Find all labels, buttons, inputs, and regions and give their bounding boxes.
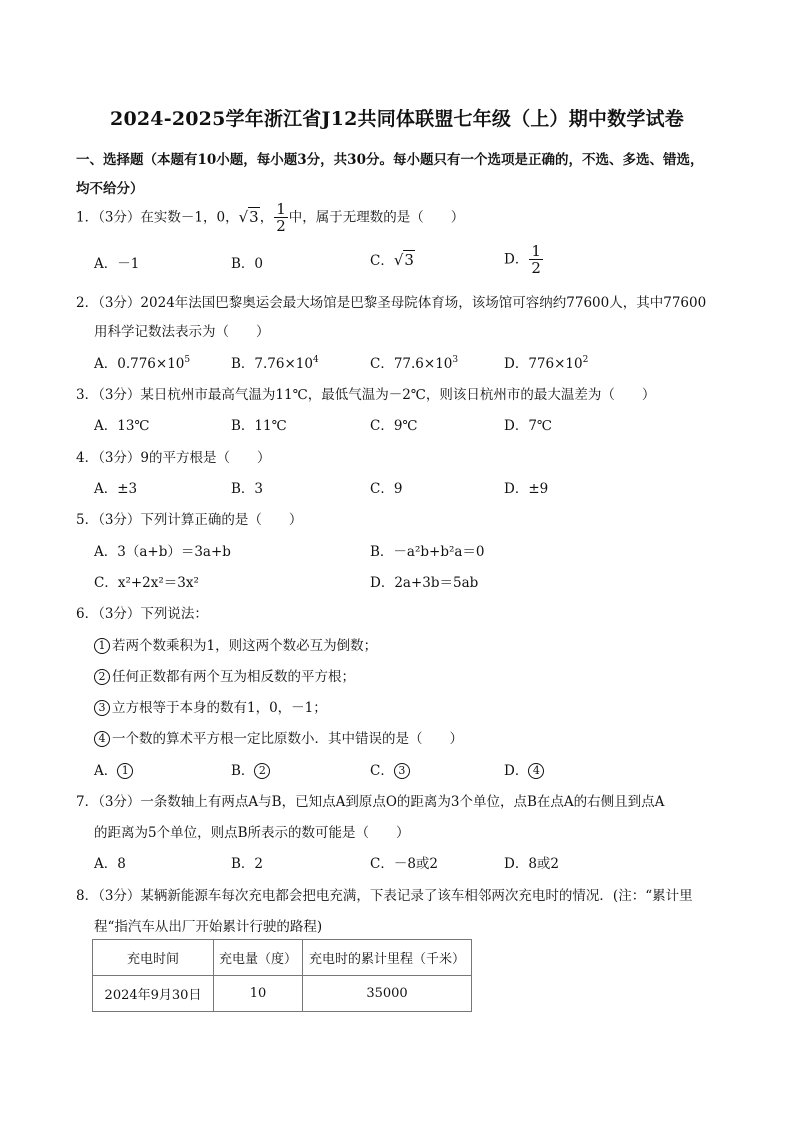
section-header-line1: 一、选择题（本题有10小题，每小题3分，共30分。每小题只有一个选项是正确的，不选、多选、错选， bbox=[76, 152, 704, 168]
q6-statement-2: 2 任何正数都有两个互为相反数的平方根； bbox=[94, 665, 355, 685]
fraction-one-half: $\frac{1}{2}$ bbox=[276, 200, 286, 235]
q3-option-a: A．13℃ bbox=[94, 418, 150, 434]
q1-option-a: A．－1 bbox=[94, 256, 140, 272]
question-7-line2: 的距离为5个单位，则点B所表示的数可能是（ ） bbox=[94, 825, 410, 841]
circled-number: 1 bbox=[94, 638, 110, 654]
question-5: 5．（3分）下列计算正确的是（ ） bbox=[76, 512, 303, 528]
table-cell: 10 bbox=[214, 976, 303, 1012]
q6-statement-1: 1 若两个数乘积为1，则这两个数必互为倒数； bbox=[94, 634, 377, 654]
q3-option-c: C．9℃ bbox=[370, 418, 418, 434]
q7-option-d: D．8或2 bbox=[504, 856, 560, 872]
q1-option-c: C．√3 bbox=[370, 251, 414, 269]
circled-number: 3 bbox=[94, 700, 110, 716]
table-header-cell: 充电时的累计里程（千米） bbox=[303, 940, 472, 976]
question-2-line2: 用科学记数法表示为（ ） bbox=[94, 324, 270, 340]
q4-option-c: C．9 bbox=[370, 481, 403, 497]
q4-option-b: B．3 bbox=[231, 481, 264, 497]
question-8-line1: 8．（3分）某辆新能源车每次充电都会把电充满，下表记录了该车相邻两次充电时的情况．(注：“累计里 bbox=[76, 888, 693, 904]
q5-option-a: A．3（a+b）＝3a+b bbox=[94, 544, 231, 560]
q5-option-b: B．－a²b+b²a＝0 bbox=[370, 544, 485, 560]
q5-option-d: D．2a+3b＝5ab bbox=[370, 575, 479, 591]
q1-sep: ， bbox=[259, 209, 274, 226]
q7-option-c: C．－8或2 bbox=[370, 856, 439, 872]
question-1 bbox=[76, 202, 464, 234]
q2-option-d: D．$776\times 10^2$ bbox=[504, 355, 589, 372]
question-3: 3．（3分）某日杭州市最高气温为11℃，最低气温为－2℃，则该日杭州市的最大温差为（ ） bbox=[76, 387, 656, 403]
table-header-cell: 充电时间 bbox=[93, 940, 214, 976]
question-8-line2: 程“指汽车从出厂开始累计行驶的路程) bbox=[94, 919, 323, 935]
q6-option-b: B． 2 bbox=[231, 759, 272, 779]
q2-option-c: C．$77.6\times 10^3$ bbox=[370, 355, 459, 372]
q1-prefix: 1．（3分）在实数－1，0， bbox=[76, 209, 239, 226]
q6-statement-4: 4 一个数的算术平方根一定比原数小．其中错误的是（ ） bbox=[94, 727, 463, 747]
question-6: 6．（3分）下列说法： bbox=[76, 606, 208, 622]
q3-option-d: D．7℃ bbox=[504, 418, 553, 434]
question-4: 4．（3分）9的平方根是（ ） bbox=[76, 450, 271, 466]
q6-option-a: A． 1 bbox=[94, 759, 135, 779]
q2-option-a: A．$0.776\times 10^5$ bbox=[94, 355, 191, 372]
table-row bbox=[93, 976, 472, 1012]
question-2-line1: 2．（3分）2024年法国巴黎奥运会最大场馆是巴黎圣母院体育场，该场馆可容纳约77600人，其中77600 bbox=[76, 295, 707, 311]
exam-title: 2024-2025学年浙江省J12共同体联盟七年级（上）期中数学试卷 bbox=[110, 108, 684, 130]
q1-suffix: 中，属于无理数的是（ ） bbox=[288, 209, 465, 226]
q6-statement-3: 3 立方根等于本身的数有1，0，－1； bbox=[94, 696, 327, 716]
circled-number: 4 bbox=[94, 731, 110, 747]
q7-option-b: B．2 bbox=[231, 856, 264, 872]
q2-option-b: B．$7.76\times 10^4$ bbox=[231, 355, 319, 372]
question-7-line1: 7．（3分）一条数轴上有两点A与B，已知点A到原点O的距离为3个单位，点B在点A的右侧且到点A bbox=[76, 794, 665, 810]
charging-table bbox=[92, 939, 472, 1012]
table-cell: 35000 bbox=[303, 976, 472, 1012]
q4-option-a: A．±3 bbox=[94, 481, 138, 497]
q6-option-d: D． 4 bbox=[504, 759, 546, 779]
q1-option-b: B．0 bbox=[231, 256, 264, 272]
sqrt-3: √3 bbox=[238, 207, 259, 226]
table-cell: 2024年9月30日 bbox=[93, 976, 214, 1012]
section-header-line2: 均不给分） bbox=[76, 181, 144, 197]
table-header-row bbox=[93, 940, 472, 976]
q6-option-c: C． 3 bbox=[370, 759, 412, 779]
q1-option-d: D． $\frac{1}{2}$ bbox=[504, 242, 541, 277]
q5-option-c: C．x²+2x²＝3x² bbox=[94, 575, 199, 591]
circled-number: 2 bbox=[94, 669, 110, 685]
q3-option-b: B．11℃ bbox=[231, 418, 287, 434]
table-header-cell: 充电量（度） bbox=[214, 940, 303, 976]
q4-option-d: D．±9 bbox=[504, 481, 549, 497]
q7-option-a: A．8 bbox=[94, 856, 126, 872]
